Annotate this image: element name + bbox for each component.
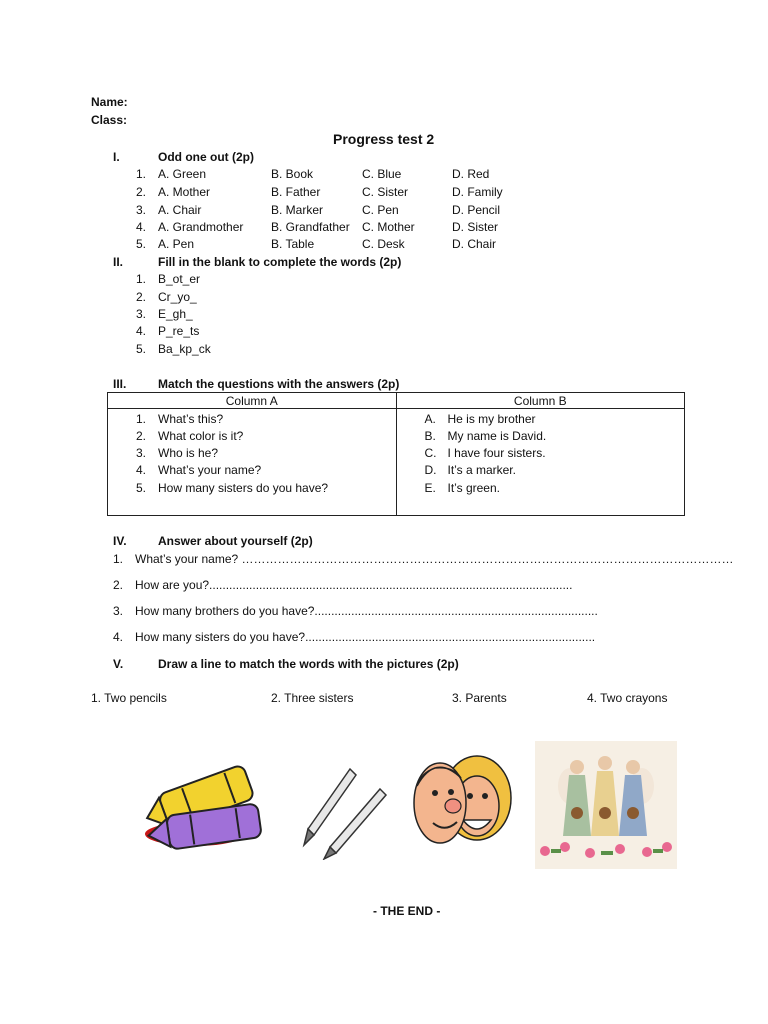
question-number: 4.	[113, 630, 124, 644]
question-number: 3.	[113, 604, 124, 618]
answer-text: I have four sisters.	[447, 446, 546, 460]
the-end-text: - THE END -	[373, 904, 441, 918]
question-text: Who is he?	[158, 446, 219, 460]
blank-item-number: 5.	[136, 342, 147, 356]
question-number: 1.	[113, 552, 124, 566]
option-c: C. Pen	[362, 203, 399, 217]
question-number: 3.	[136, 446, 147, 460]
odd-one-out-number: 4.	[136, 220, 147, 234]
odd-one-out-number: 2.	[136, 185, 147, 199]
blank-word: E_gh_	[158, 307, 193, 321]
column-a-header: Column A	[108, 393, 397, 409]
word-parents: 3. Parents	[452, 691, 507, 705]
word-three-sisters: 2. Three sisters	[271, 691, 354, 705]
option-c: C. Desk	[362, 237, 405, 251]
blank-item-number: 4.	[136, 324, 147, 338]
option-b: B. Grandfather	[271, 220, 350, 234]
option-d: D. Family	[452, 185, 503, 199]
option-b: B. Book	[271, 167, 314, 181]
column-b-header: Column B	[396, 393, 685, 409]
blank-item-number: 3.	[136, 307, 147, 321]
three-sisters-picture	[535, 741, 677, 869]
blank-word: Cr_yo_	[158, 290, 197, 304]
answer-letter: C.	[424, 446, 437, 460]
section-2-heading: Fill in the blank to complete the words (2p)	[158, 255, 402, 269]
section-3-heading: Match the questions with the answers (2p)	[158, 377, 400, 391]
option-a: A. Pen	[158, 237, 195, 251]
answer-text: It’s green.	[447, 481, 500, 495]
crayons-picture	[140, 752, 270, 862]
question-number: 5.	[136, 481, 147, 495]
word-two-pencils: 1. Two pencils	[91, 691, 167, 705]
odd-one-out-number: 1.	[136, 167, 147, 181]
option-b: B. Table	[271, 237, 315, 251]
answer-letter: B.	[424, 429, 436, 443]
option-d: D. Red	[452, 167, 490, 181]
section-1-heading: Odd one out (2p)	[158, 150, 254, 164]
answer-letter: D.	[424, 463, 437, 477]
option-d: D. Sister	[452, 220, 499, 234]
answer-letter: A.	[424, 412, 436, 426]
option-a: A. Chair	[158, 203, 202, 217]
option-c: C. Blue	[362, 167, 402, 181]
question-number: 2.	[113, 578, 124, 592]
blank-word: Ba_kp_ck	[158, 342, 211, 356]
class-label: Class:	[91, 113, 128, 127]
column-b-cell	[396, 409, 685, 516]
answer-line: How many brothers do you have?.....................................................................................	[135, 604, 598, 618]
blank-word: B_ot_er	[158, 272, 201, 286]
option-d: D. Chair	[452, 237, 497, 251]
answer-text: He is my brother	[447, 412, 536, 426]
word-two-crayons: 4. Two crayons	[587, 691, 668, 705]
section-4-heading: Answer about yourself (2p)	[158, 534, 313, 548]
question-text: What’s your name?	[158, 463, 262, 477]
section-1-number: I.	[113, 150, 120, 164]
pencils-picture	[300, 765, 395, 860]
odd-one-out-number: 3.	[136, 203, 147, 217]
option-a: A. Grandmother	[158, 220, 244, 234]
match-table	[107, 392, 685, 516]
odd-one-out-number: 5.	[136, 237, 147, 251]
option-a: A. Mother	[158, 185, 211, 199]
section-5-number: V.	[113, 657, 124, 671]
section-5-heading: Draw a line to match the words with the pictures (2p)	[158, 657, 459, 671]
answer-line: How are you?.............................................................................................................	[135, 578, 573, 592]
option-b: B. Father	[271, 185, 321, 199]
parents-picture	[405, 748, 515, 863]
option-c: C. Mother	[362, 220, 415, 234]
name-label: Name:	[91, 95, 128, 109]
question-text: How many sisters do you have?	[158, 481, 329, 495]
question-number: 2.	[136, 429, 147, 443]
answer-text: It’s a marker.	[447, 463, 516, 477]
answer-text: My name is David.	[447, 429, 547, 443]
section-2-number: II.	[113, 255, 124, 269]
blank-item-number: 2.	[136, 290, 147, 304]
answer-letter: E.	[424, 481, 436, 495]
page-title: Progress test 2	[333, 131, 435, 147]
answer-line: What’s your name? ……………………………………………………………………………………………………………	[135, 552, 734, 566]
question-number: 1.	[136, 412, 147, 426]
option-d: D. Pencil	[452, 203, 501, 217]
answer-line: How many sisters do you have?.......................................................................................	[135, 630, 596, 644]
blank-word: P_re_ts	[158, 324, 200, 338]
column-a-cell	[108, 409, 397, 516]
option-a: A. Green	[158, 167, 207, 181]
section-3-number: III.	[113, 377, 127, 391]
question-text: What color is it?	[158, 429, 244, 443]
question-text: What’s this?	[158, 412, 224, 426]
question-number: 4.	[136, 463, 147, 477]
option-c: C. Sister	[362, 185, 409, 199]
option-b: B. Marker	[271, 203, 324, 217]
section-4-number: IV.	[113, 534, 127, 548]
blank-item-number: 1.	[136, 272, 147, 286]
